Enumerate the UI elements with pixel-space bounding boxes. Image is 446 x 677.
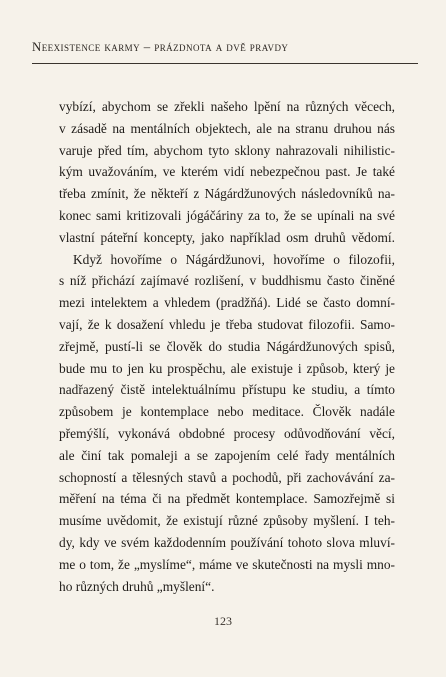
text-line: varuje před tím, abychom tyto sklony nahrazovali nihilistic- (59, 142, 395, 158)
header-rule (32, 63, 418, 64)
paragraph (59, 249, 395, 598)
running-head: Neexistence karmy – prázdnota a dvě pravdy (32, 40, 289, 54)
text-line: měření na téma či na předmět kontemplace. Samozřejmě si (59, 491, 395, 507)
text-line: vlastní páteřní koncepty, jako například osm druhů vědomí. (59, 229, 395, 245)
text-line: s níž přichází zajímavé rozlišení, v buddhismu často činěné (59, 273, 395, 289)
text-line: kým uvažováním, ve kterém vidí nebezpečnou past. Je také (59, 164, 395, 180)
text-line: mezi intelektem a vhledem (pradžňá). Lidé se často domní- (59, 295, 395, 311)
text-line: zřejmě, pustí-li se člověk do studia Nágárdžunových spisů, (59, 338, 395, 354)
text-line: přemýšlí, vykonává obdobné procesy odůvodňování věcí, (59, 425, 395, 441)
text-line: vybízí, abychom se zřekli našeho lpění na různých věcech, (59, 99, 395, 114)
text-line: schopností a tělesných stavů a pochodů, při zachovávání za- (59, 469, 395, 485)
text-line: nadřazený čistě intelektuálnímu přístupu ke studiu, a tímto (59, 382, 395, 398)
text-line: ale činí tak pomaleji a se zapojením celé řady mentálních (59, 447, 395, 463)
text-line: musíme uvědomit, že existují různé způsoby myšlení. I teh- (59, 513, 395, 529)
text-line: ho různých druhů „myšlení“. (59, 578, 215, 594)
text-line: me o tom, že „myslíme“, máme ve skutečnosti na mysli mno- (59, 556, 395, 572)
text-line: vají, že k dosažení vhledu je třeba studovat filozofii. Samo- (59, 316, 395, 332)
page-number: 123 (214, 614, 232, 628)
text-line: bude mu to jen ku prospěchu, ale existuje i způsob, který je (59, 360, 395, 376)
body-text (59, 96, 395, 597)
text-line: dy, kdy ve svém každodenním používání tohoto slova mluví- (59, 534, 395, 550)
text-line: v zásadě na mentálních objektech, ale na stranu druhou nás (59, 120, 395, 136)
paragraph (59, 96, 395, 249)
text-line: Když hovoříme o Nágárdžunovi, hovoříme o filozofii, (73, 251, 395, 267)
text-line: konec sami kritizovali jógáčáriny za to, že se upínali na své (59, 207, 395, 223)
text-line: třeba zmínit, že někteří z Nágárdžunových následovníků na- (59, 186, 395, 202)
text-line: způsobem je kontemplace nebo meditace. Člověk nadále (59, 404, 395, 420)
